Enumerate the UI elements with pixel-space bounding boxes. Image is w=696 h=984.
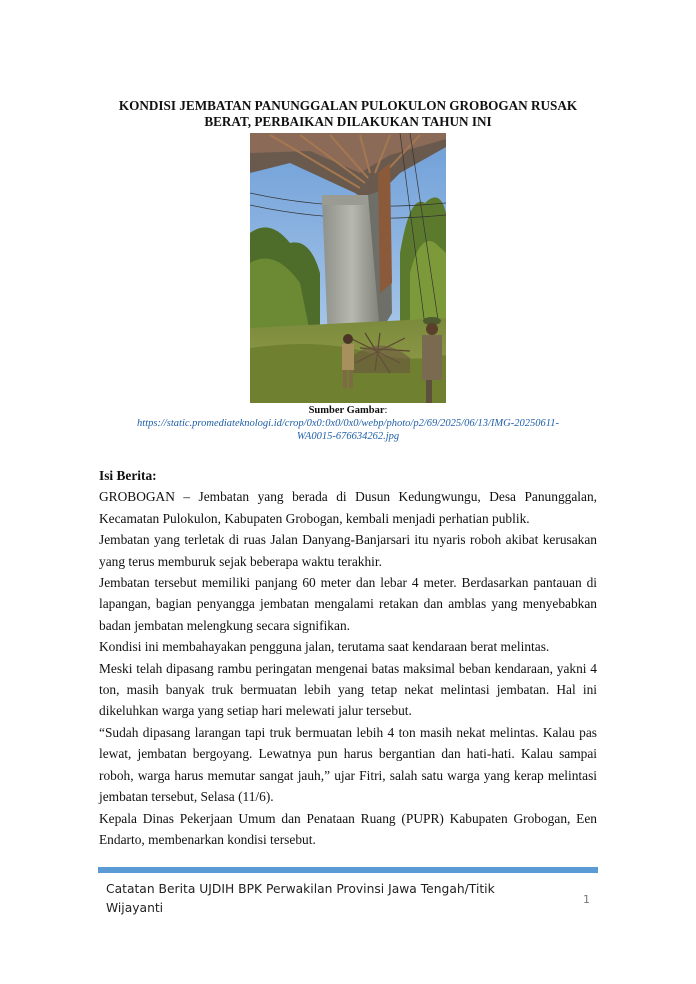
section-heading: Isi Berita: bbox=[99, 468, 157, 483]
image-source-url-line-1[interactable]: https://static.promediateknologi.id/crop/0x0:0x0/0x0/webp/photo/p2/69/2025/06/13/IMG-20250611- bbox=[137, 418, 559, 429]
bridge-photo bbox=[250, 133, 446, 403]
title-line-2: BERAT, PERBAIKAN DILAKUKAN TAHUN INI bbox=[204, 114, 492, 129]
paragraph: Kepala Dinas Pekerjaan Umum dan Penataan Ruang (PUPR) Kabupaten Grobogan, Een Endarto, membenarkan kondisi tersebut. bbox=[99, 810, 597, 847]
footer-divider bbox=[98, 867, 598, 873]
title-line-1: KONDISI JEMBATAN PANUNGGALAN PULOKULON GROBOGAN RUSAK bbox=[118, 98, 578, 113]
footer-line-1: Catatan Berita UJDIH BPK Perwakilan Provinsi Jawa Tengah/Titik bbox=[106, 882, 495, 896]
footer-line-2: Wijayanti bbox=[106, 901, 164, 915]
page-number: 1 bbox=[583, 893, 590, 906]
image-source-url-line-2[interactable]: WA0015-676634262.jpg bbox=[296, 431, 400, 442]
paragraph: Kondisi ini membahayakan pengguna jalan, terutama saat kendaraan berat melintas. bbox=[99, 639, 550, 655]
paragraph: GROBOGAN – Jembatan yang berada di Dusun Kedungwungu, Desa Panunggalan, Kecamatan Pulokulon, Kabupaten Grobogan, kembali menjadi perhatian publik. bbox=[99, 489, 597, 526]
footer-note bbox=[106, 880, 546, 918]
image-caption bbox=[98, 404, 598, 443]
bridge-photo-illustration bbox=[250, 133, 446, 403]
caption-colon: : bbox=[384, 405, 388, 416]
paragraph: Jembatan yang terletak di ruas Jalan Danyang-Banjarsari itu nyaris roboh akibat kerusakan yang terus memburuk sejak beberapa waktu terakhir. bbox=[99, 532, 597, 569]
article-title bbox=[98, 98, 598, 130]
paragraph: Meski telah dipasang rambu peringatan mengenai batas maksimal beban kendaraan, yakni 4 ton, masih banyak truk bermuatan lebih yang tetap nekat melintasi jembatan. Hal ini dikeluhkan warga yang setiap hari melewati jalur tersebut. bbox=[99, 660, 597, 719]
article-body bbox=[99, 465, 597, 850]
caption-label: Sumber Gambar bbox=[308, 405, 385, 416]
paragraph: “Sudah dipasang larangan tapi truk bermuatan lebih 4 ton masih nekat melintas. Kalau pas lewat, jembatan bergoyang. Lewatnya pun harus bergantian dan hati-hati. Kalau sampai roboh, warga harus memutar sangat jauh,” ujar Fitri, salah satu warga yang kerap melintasi jembatan tersebut, Selasa (11/6). bbox=[99, 724, 597, 805]
image-source-link[interactable] bbox=[98, 417, 598, 443]
paragraph: Jembatan tersebut memiliki panjang 60 meter dan lebar 4 meter. Berdasarkan pantauan di lapangan, bagian penyangga jembatan mengalami retakan dan amblas yang menyebabkan badan jembatan melengkung secara signifikan. bbox=[99, 575, 597, 633]
